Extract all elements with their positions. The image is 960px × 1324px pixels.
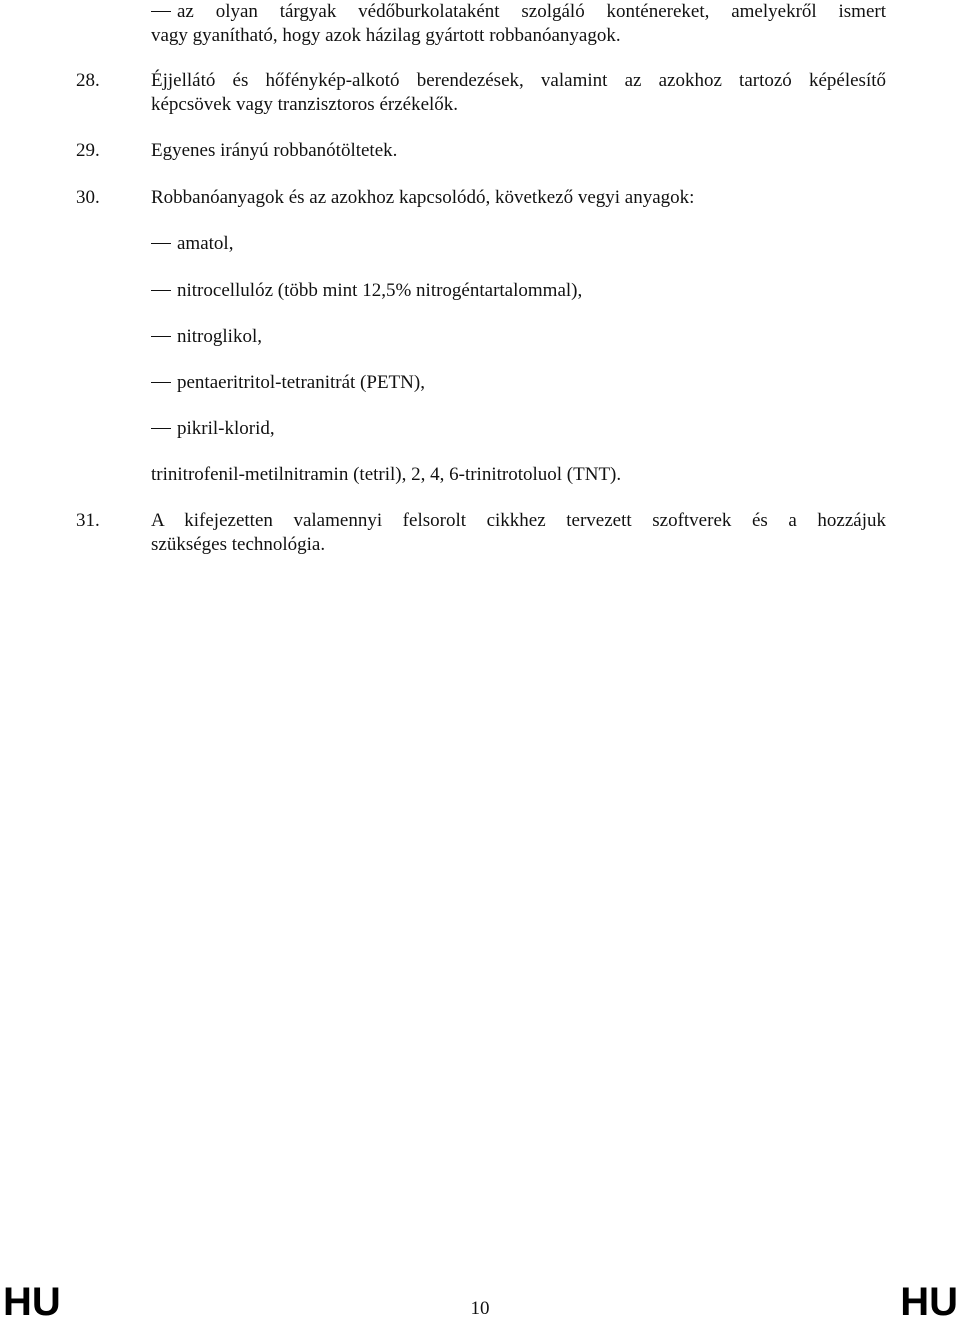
item-line-1: A kifejezetten valamennyi felsorolt cikkhez tervezett szoftverek és a hozzájuk [151, 510, 886, 531]
dash-item-text: amatol, [177, 233, 234, 254]
dash-list-item-nitrocellulose [151, 279, 886, 303]
item-number: 30. [76, 187, 100, 208]
item-body [151, 69, 886, 117]
item-30-final-line: trinitrofenil-metilnitramin (tetril), 2, 4, 6-trinitrotoluol (TNT). [151, 464, 622, 485]
page-number: 10 [470, 1298, 490, 1319]
dash-bullet [151, 11, 171, 12]
footer-language-code-left: HU [3, 1280, 61, 1324]
dash-list-item-amatol [151, 232, 886, 256]
dash-item-line-2: vagy gyanítható, hogy azok házilag gyártott robbanóanyagok. [151, 25, 621, 46]
dash-item-line-1: az olyan tárgyak védőburkolataként szolgáló konténereket, amelyekről ismert [177, 1, 886, 22]
dash-bullet [151, 336, 171, 337]
dash-bullet [151, 243, 171, 244]
dash-bullet [151, 382, 171, 383]
item-body [151, 509, 886, 557]
item-line-2: szükséges technológia. [151, 534, 326, 555]
dash-list-item-petn [151, 371, 886, 395]
dash-bullet [151, 290, 171, 291]
list-item-29 [76, 139, 886, 163]
list-item-31 [76, 509, 886, 557]
list-item-28 [76, 69, 886, 117]
dash-item-text: pikril-klorid, [177, 418, 275, 439]
item-line-2: képcsövek vagy tranzisztoros érzékelők. [151, 94, 459, 115]
item-body: Egyenes irányú robbanótöltetek. [151, 140, 398, 161]
item-body: Robbanóanyagok és az azokhoz kapcsolódó, következő vegyi anyagok: [151, 187, 695, 208]
item-number: 31. [76, 510, 100, 531]
dash-item-text: nitroglikol, [177, 326, 262, 347]
dash-item-text: pentaeritritol-tetranitrát (PETN), [177, 372, 425, 393]
dash-item-text: nitrocellulóz (több mint 12,5% nitrogéntartalommal), [177, 280, 583, 301]
footer-language-code-right: HU [900, 1280, 958, 1324]
item-line-1: Éjjellátó és hőfénykép-alkotó berendezések, valamint az azokhoz tartozó képélesítő [151, 70, 886, 91]
item-number: 29. [76, 140, 100, 161]
dash-list-item-nitroglycol [151, 325, 886, 349]
list-item-30 [76, 186, 886, 210]
dash-list-item-picryl-chloride [151, 417, 886, 441]
dash-bullet [151, 428, 171, 429]
dash-list-item-containers [151, 0, 886, 48]
item-number: 28. [76, 70, 100, 91]
